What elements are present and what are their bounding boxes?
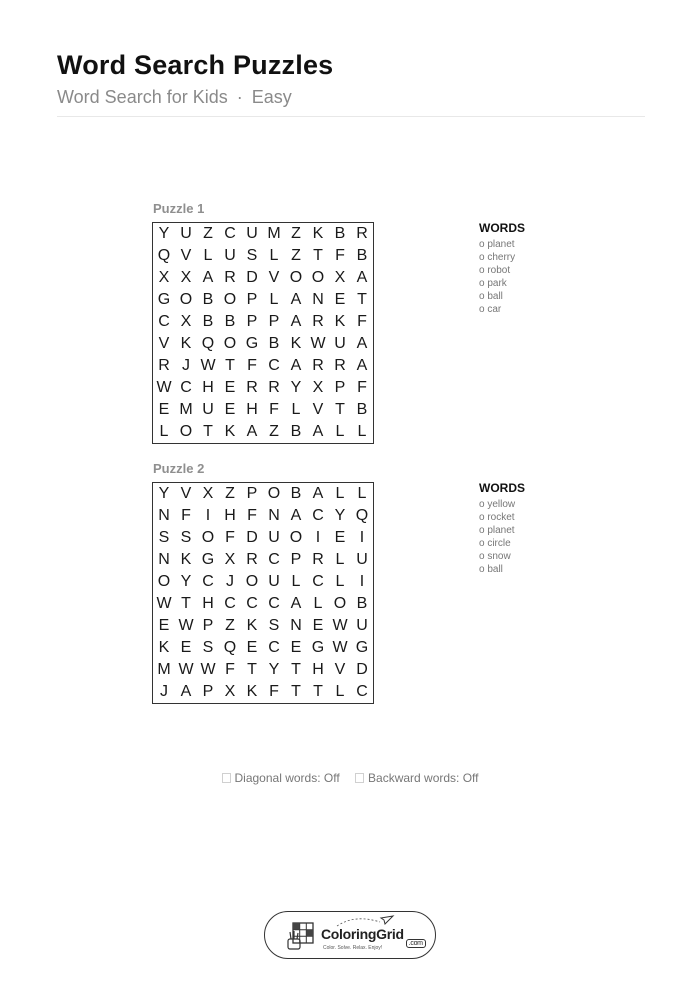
grid-cell: O (311, 269, 325, 286)
grid-cell: W (156, 379, 172, 396)
grid-cell: M (157, 661, 171, 678)
grid-cell: Z (291, 225, 301, 242)
grid-cell: L (291, 401, 301, 418)
grid-cell: F (225, 529, 235, 546)
grid-cell: U (224, 247, 236, 264)
coloringgrid-logo (264, 911, 436, 959)
grid-cell: I (315, 529, 321, 546)
grid-cell: R (334, 357, 346, 374)
grid-cell: O (201, 529, 215, 546)
grid-cell: L (291, 573, 301, 590)
word-item: o robot (479, 265, 511, 276)
grid-cell: A (290, 291, 302, 308)
word-item: o snow (479, 551, 511, 562)
grid-cell: O (245, 573, 259, 590)
grid-cell: T (291, 683, 301, 700)
grid-cell: Z (225, 485, 235, 502)
logo-domain: .com (406, 939, 426, 948)
grid-cell: P (202, 617, 214, 634)
grid-cell: A (290, 313, 302, 330)
word-item: o yellow (479, 499, 516, 510)
grid-cell: E (158, 401, 170, 418)
words-heading: WORDS (479, 481, 525, 495)
grid-cell: T (335, 401, 345, 418)
grid-cell: C (312, 507, 324, 524)
grid-cell: D (246, 269, 258, 286)
grid-cell: I (359, 529, 365, 546)
grid-cell: R (246, 551, 258, 568)
subtitle-separator: · (236, 87, 243, 107)
grid-cell: L (203, 247, 213, 264)
puzzle-2-label: Puzzle 2 (153, 461, 205, 476)
grid-cell: V (312, 401, 324, 418)
grid-cell: G (201, 551, 215, 568)
puzzle-1-label: Puzzle 1 (153, 201, 205, 216)
grid-cell: S (180, 529, 192, 546)
checkbox-icon (222, 773, 231, 783)
grid-cell: T (203, 423, 213, 440)
grid-cell: P (246, 485, 258, 502)
grid-cell: W (156, 595, 172, 612)
grid-cell: L (313, 595, 323, 612)
grid-cell: S (158, 529, 170, 546)
word-item: o car (479, 304, 502, 315)
grid-cell: K (312, 225, 324, 242)
grid-cell: B (356, 401, 368, 418)
grid-cell: C (224, 225, 236, 242)
logo-tagline: Color. Solve. Relax. Enjoy! (323, 945, 383, 951)
grid-cell: P (202, 683, 214, 700)
grid-cell: Z (225, 617, 235, 634)
grid-cell: L (357, 423, 367, 440)
grid-cell: B (290, 423, 302, 440)
grid-cell: V (334, 661, 346, 678)
grid-cell: Y (158, 225, 170, 242)
grid-cell: Z (269, 423, 279, 440)
grid-cell: L (269, 291, 279, 308)
grid-cell: S (202, 639, 214, 656)
grid-cell: Q (223, 639, 237, 656)
grid-cell: A (246, 423, 258, 440)
puzzle-1-grid (152, 222, 374, 444)
grid-cell: Y (180, 573, 192, 590)
grid-cell: Z (203, 225, 213, 242)
grid-cell: O (223, 291, 237, 308)
grid-cell: B (202, 291, 214, 308)
grid-cell: A (356, 357, 368, 374)
grid-cell: T (357, 291, 367, 308)
grid-cell: K (224, 423, 236, 440)
grid-cell: O (157, 573, 171, 590)
grid-cell: N (158, 551, 170, 568)
grid-cell: E (224, 401, 236, 418)
grid-cell: P (246, 291, 258, 308)
grid-cell: A (202, 269, 214, 286)
grid-cell: O (223, 335, 237, 352)
grid-cell: U (356, 617, 368, 634)
page-subtitle (57, 87, 292, 108)
grid-cell: E (180, 639, 192, 656)
grid-cell: U (180, 225, 192, 242)
grid-cell: A (312, 485, 324, 502)
grid-cell: F (247, 357, 257, 374)
grid-cell: J (226, 573, 234, 590)
subtitle-category: Word Search for Kids (57, 87, 228, 107)
grid-cell: X (158, 269, 170, 286)
word-item: o planet (479, 239, 515, 250)
crayon-grid-icon (285, 917, 321, 953)
grid-cell: V (180, 485, 192, 502)
grid-cell: W (178, 617, 194, 634)
grid-cell: G (355, 639, 369, 656)
grid-cell: L (335, 573, 345, 590)
grid-cell: D (246, 529, 258, 546)
grid-cell: B (356, 595, 368, 612)
puzzle-1-word-list (479, 221, 525, 316)
grid-cell: V (158, 335, 170, 352)
grid-cell: A (356, 269, 368, 286)
grid-cell: E (158, 617, 170, 634)
grid-cell: N (158, 507, 170, 524)
grid-cell: H (202, 379, 214, 396)
grid-cell: E (290, 639, 302, 656)
grid-cell: W (332, 639, 348, 656)
word-item: o park (479, 278, 507, 289)
grid-cell: Q (157, 247, 171, 264)
page-title: Word Search Puzzles (57, 50, 334, 80)
grid-cell: A (290, 507, 302, 524)
grid-cell: Y (268, 661, 280, 678)
grid-cell: S (246, 247, 258, 264)
grid-cell: U (268, 529, 280, 546)
grid-cell: F (269, 683, 279, 700)
logo-wordmark: ColoringGrid$_{.com}$ (321, 926, 426, 942)
grid-cell: A (180, 683, 192, 700)
grid-cell: T (181, 595, 191, 612)
grid-cell: Y (290, 379, 302, 396)
grid-cell: C (202, 573, 214, 590)
grid-cell: T (225, 357, 235, 374)
puzzle-options (0, 771, 700, 786)
grid-cell: R (312, 551, 324, 568)
grid-cell: B (224, 313, 236, 330)
grid-cell: V (268, 269, 280, 286)
grid-cell: B (356, 247, 368, 264)
grid-cell: I (205, 507, 211, 524)
grid-cell: M (179, 401, 193, 418)
grid-cell: K (290, 335, 302, 352)
grid-cell: C (268, 551, 280, 568)
grid-cell: R (158, 357, 170, 374)
grid-cell: C (180, 379, 192, 396)
grid-cell: L (269, 247, 279, 264)
grid-cell: C (356, 683, 368, 700)
grid-cell: L (335, 423, 345, 440)
grid-cell: V (180, 247, 192, 264)
grid-cell: E (246, 639, 258, 656)
grid-cell: R (312, 357, 324, 374)
grid-cell: P (290, 551, 302, 568)
grid-cell: X (334, 269, 346, 286)
grid-cell: H (246, 401, 258, 418)
grid-cell: O (179, 423, 193, 440)
grid-cell: W (332, 617, 348, 634)
header-divider (57, 116, 645, 117)
grid-cell: H (202, 595, 214, 612)
grid-cell: W (200, 357, 216, 374)
grid-cell: L (335, 683, 345, 700)
diagonal-option (222, 771, 340, 785)
grid-cell: L (357, 485, 367, 502)
grid-cell: N (268, 507, 280, 524)
grid-cell: Y (334, 507, 346, 524)
grid-cell: U (334, 335, 346, 352)
grid-cell: P (246, 313, 258, 330)
puzzle-2-grid (152, 482, 374, 704)
grid-cell: H (312, 661, 324, 678)
grid-cell: X (224, 683, 236, 700)
grid-cell: K (246, 683, 258, 700)
grid-cell: K (158, 639, 170, 656)
grid-cell: F (225, 661, 235, 678)
grid-cell: C (312, 573, 324, 590)
diagonal-option-label: Diagonal words: Off (234, 771, 340, 785)
grid-cell: W (178, 661, 194, 678)
grid-cell: B (290, 485, 302, 502)
grid-cell: O (289, 269, 303, 286)
grid-cell: G (157, 291, 171, 308)
grid-cell: S (268, 617, 280, 634)
grid-cell: X (202, 485, 214, 502)
grid-cell: T (247, 661, 257, 678)
grid-cell: A (290, 595, 302, 612)
grid-cell: G (311, 639, 325, 656)
grid-cell: R (312, 313, 324, 330)
grid-cell: Q (201, 335, 215, 352)
grid-cell: B (334, 225, 346, 242)
grid-cell: K (180, 335, 192, 352)
grid-cell: X (224, 551, 236, 568)
word-item: o rocket (479, 512, 515, 523)
grid-cell: L (335, 485, 345, 502)
grid-cell: C (224, 595, 236, 612)
grid-cell: O (289, 529, 303, 546)
grid-cell: P (334, 379, 346, 396)
grid-cell: U (202, 401, 214, 418)
grid-cell: X (312, 379, 324, 396)
grid-cell: A (290, 357, 302, 374)
grid-cell: R (246, 379, 258, 396)
grid-cell: O (333, 595, 347, 612)
grid-cell: H (224, 507, 236, 524)
word-item: o ball (479, 291, 503, 302)
grid-cell: C (158, 313, 170, 330)
grid-cell: Y (158, 485, 170, 502)
grid-cell: K (180, 551, 192, 568)
grid-cell: C (246, 595, 258, 612)
grid-cell: T (291, 661, 301, 678)
grid-cell: E (334, 529, 346, 546)
grid-cell: R (268, 379, 280, 396)
grid-cell: Q (355, 507, 369, 524)
grid-cell: W (310, 335, 326, 352)
checkbox-icon (355, 773, 364, 783)
puzzle-2-word-list (479, 481, 525, 576)
grid-cell: F (269, 401, 279, 418)
grid-cell: F (335, 247, 345, 264)
words-heading: WORDS (479, 221, 525, 235)
grid-cell: O (179, 291, 193, 308)
grid-cell: A (356, 335, 368, 352)
grid-cell: N (290, 617, 302, 634)
grid-cell: K (334, 313, 346, 330)
grid-cell: U (356, 551, 368, 568)
grid-cell: R (224, 269, 236, 286)
grid-cell: C (268, 639, 280, 656)
grid-cell: L (159, 423, 169, 440)
grid-cell: Z (291, 247, 301, 264)
grid-cell: F (181, 507, 191, 524)
word-item: o cherry (479, 252, 516, 263)
grid-cell: O (267, 485, 281, 502)
word-item: o planet (479, 525, 515, 536)
grid-cell: E (334, 291, 346, 308)
grid-cell: X (180, 313, 192, 330)
grid-cell: T (313, 683, 323, 700)
grid-cell: E (312, 617, 324, 634)
backward-option-label: Backward words: Off (368, 771, 479, 785)
word-item: o circle (479, 538, 511, 549)
grid-cell: U (246, 225, 258, 242)
grid-cell: W (200, 661, 216, 678)
grid-cell: X (180, 269, 192, 286)
grid-cell: R (356, 225, 368, 242)
grid-cell: U (268, 573, 280, 590)
grid-cell: T (313, 247, 323, 264)
grid-cell: C (268, 595, 280, 612)
backward-option (355, 771, 478, 785)
grid-cell: F (247, 507, 257, 524)
grid-cell: I (359, 573, 365, 590)
grid-cell: F (357, 313, 367, 330)
grid-cell: J (160, 683, 168, 700)
grid-cell: L (335, 551, 345, 568)
grid-cell: E (224, 379, 236, 396)
grid-cell: F (357, 379, 367, 396)
grid-cell: G (245, 335, 259, 352)
grid-cell: C (268, 357, 280, 374)
grid-cell: A (312, 423, 324, 440)
grid-cell: K (246, 617, 258, 634)
grid-cell: P (268, 313, 280, 330)
subtitle-difficulty: Easy (251, 87, 292, 107)
grid-cell: B (268, 335, 280, 352)
grid-cell: M (267, 225, 281, 242)
word-item: o ball (479, 564, 503, 575)
grid-cell: J (182, 357, 190, 374)
grid-cell: B (202, 313, 214, 330)
grid-cell: D (356, 661, 368, 678)
grid-cell: N (312, 291, 324, 308)
